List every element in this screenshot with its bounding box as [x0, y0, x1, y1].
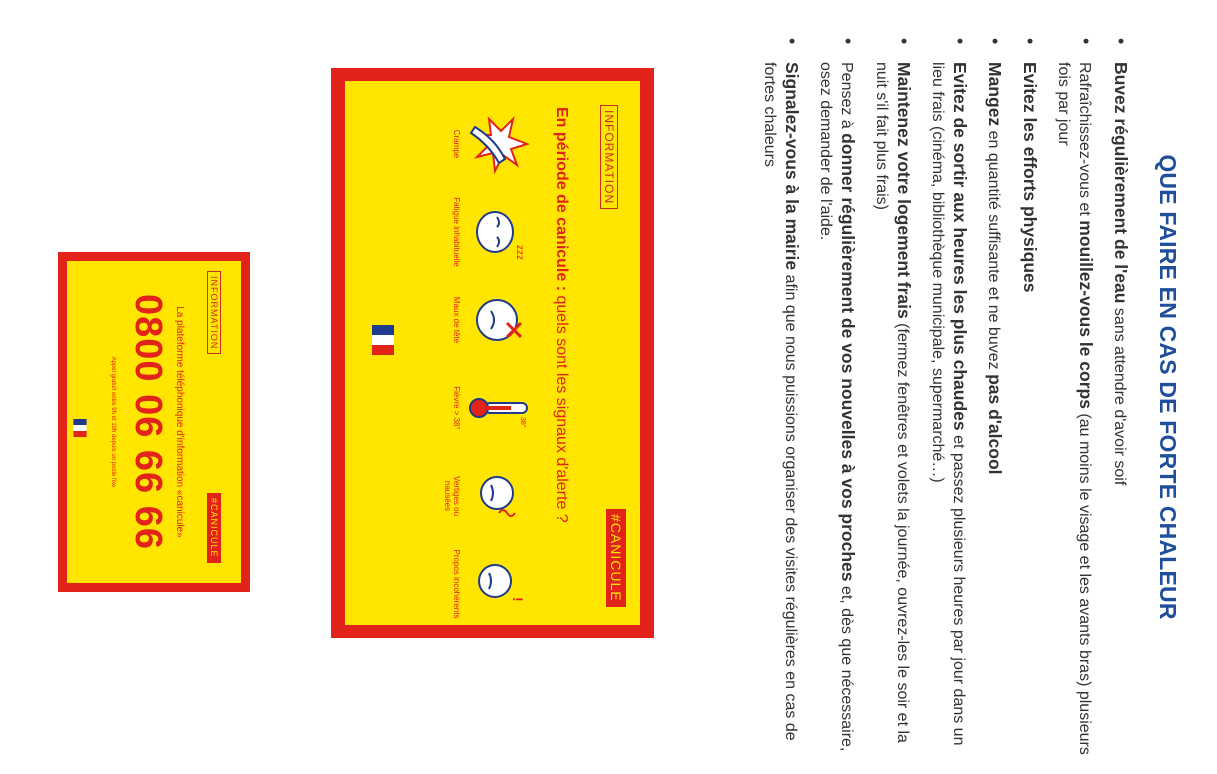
tip-bold: Evitez de sortir aux heures les plus chaudes [950, 62, 970, 431]
tip-text: et passez plusieurs heures par jour dans un lieu frais (cinéma, bibliothèque municipale, supermarché…) [929, 62, 967, 746]
poster-panel [345, 81, 640, 625]
list-item [927, 32, 970, 762]
symptom-label: Vertiges ou nausées [443, 475, 461, 517]
information-tag: INFORMATION [600, 105, 618, 209]
tip-bold: Mangez [985, 62, 1005, 127]
list-item [1018, 32, 1040, 762]
french-flag-logo [372, 325, 394, 355]
tip-text: Pensez à [838, 62, 855, 134]
tip-text: (fermez fenêtres et volets la journée, ouvrez-les le soir et la nuit s'il fait plus frais) [873, 62, 911, 743]
list-item [871, 32, 914, 762]
information-tag: INFORMATION [207, 271, 221, 354]
headline-bold: En période de canicule : [553, 107, 570, 292]
list-item [1053, 32, 1096, 762]
symptom-cramp [452, 109, 535, 179]
page-title: QUE FAIRE EN CAS DE FORTE CHALEUR [1155, 154, 1181, 620]
thermometer-mark: 38° [519, 417, 526, 428]
tip-bold: Signalez-vous à la mairie [782, 62, 802, 271]
fatigue-icon [465, 197, 535, 267]
dizziness-icon [465, 461, 535, 531]
poster-panel [67, 261, 241, 583]
tip-bold: Maintenez votre logement frais [894, 62, 914, 319]
poster-headline [552, 107, 570, 523]
hotline-note: Appel gratuit entre 9h et 19h depuis un poste fixe [110, 356, 116, 488]
headache-icon [465, 285, 535, 355]
thermometer-icon [465, 373, 535, 443]
french-flag-logo [73, 419, 86, 437]
advice-list [746, 32, 1131, 762]
hotline-poster [58, 252, 250, 592]
tip-text: afin que nous puissions organiser des visites régulières en cas de fortes chaleurs [761, 62, 799, 741]
headline-text: quels sont les signaux d'alerte ? [553, 291, 570, 523]
symptom-dizziness [443, 461, 535, 531]
tip-bold: donner régulièrement de vos nouvelles à vos proches [838, 133, 858, 582]
tip-text: (au moins le visage et les avants bras) plusieurs fois par jour [1055, 62, 1093, 755]
symptom-label: Fièvre > 38° [452, 386, 461, 430]
tip-bold: pas d'alcool [985, 374, 1005, 475]
list-item [1109, 32, 1131, 762]
tip-bold: Buvez régulièrement de l'eau [1111, 62, 1131, 304]
symptom-label: Fatigue inhabituelle [452, 197, 461, 267]
tip-text: sans attendre d'avoir soif [1111, 303, 1128, 486]
svg-text:zzz: zzz [514, 245, 525, 260]
canicule-hashtag: #CANICULE [606, 509, 626, 607]
symptom-fatigue [452, 197, 535, 267]
tip-text: en quantité suffisante et ne buvez [985, 126, 1002, 375]
list-item [983, 32, 1005, 762]
hotline-phone-number: 0800 06 66 66 [127, 293, 169, 550]
tip-bold: Evitez les efforts physiques [1020, 62, 1040, 293]
list-item [815, 32, 858, 762]
symptom-label: Maux de tête [452, 296, 461, 344]
list-item [759, 32, 802, 762]
tip-bold: mouillez-vous le corps [1076, 220, 1096, 409]
confusion-icon [465, 549, 535, 619]
symptom-headache [452, 285, 535, 355]
tip-text: et, dès que nécessaire, osez demander de l'aide. [817, 62, 855, 752]
svg-text:!: ! [510, 597, 526, 602]
hotline-subtitle: La plateforme téléphonique d'information «canicule» [174, 306, 185, 538]
cramp-icon [465, 109, 535, 179]
alert-signs-poster [331, 68, 654, 638]
symptom-fever [452, 373, 535, 443]
symptom-row [385, 101, 535, 621]
symptom-label: Crampe [452, 129, 461, 159]
canicule-hashtag: #CANICULE [207, 493, 221, 563]
symptom-label: Propos incohérents [452, 549, 461, 619]
tip-text: Rafraîchissez-vous et [1076, 62, 1093, 221]
symptom-confusion [452, 549, 535, 619]
